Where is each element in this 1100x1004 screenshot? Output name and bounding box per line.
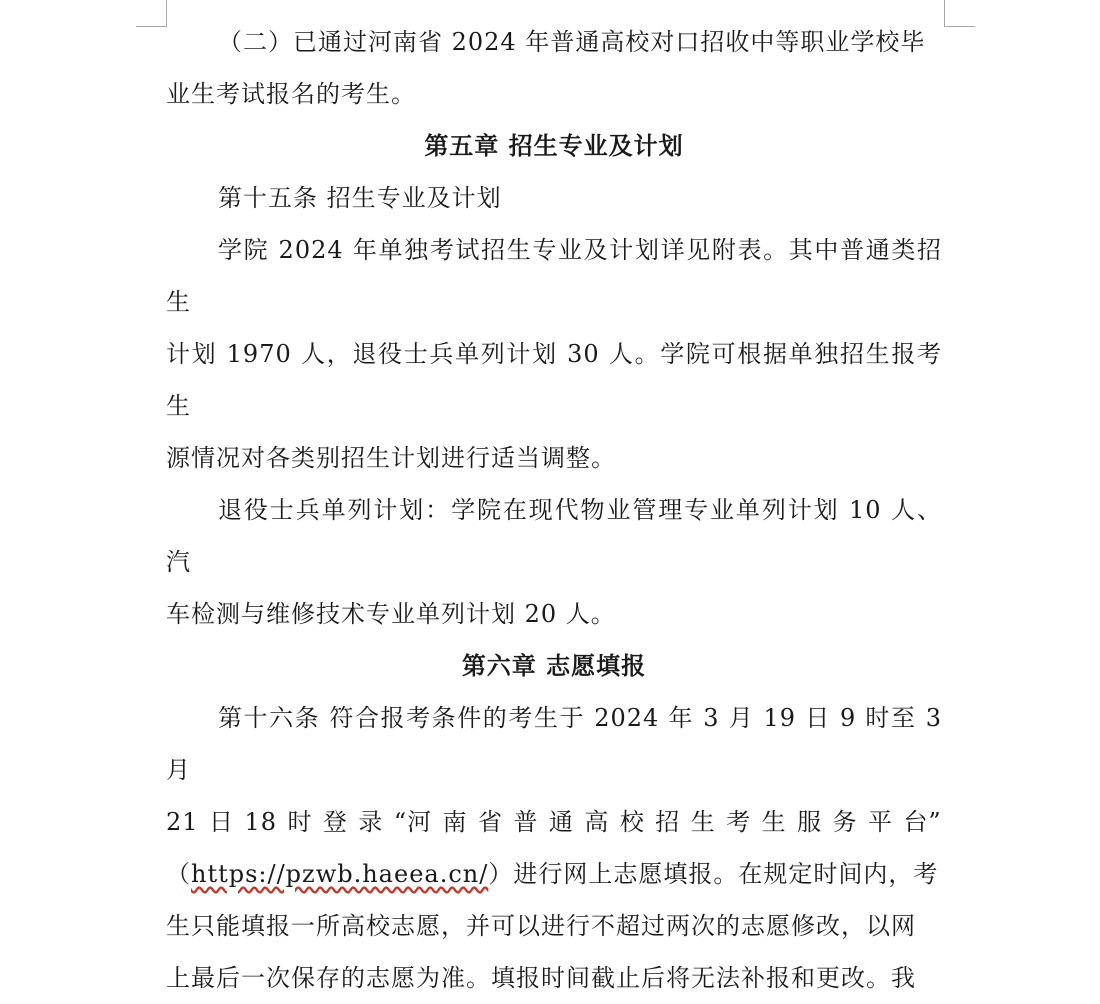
text-fragment: 省	[478, 808, 503, 836]
text-fragment: 台”	[903, 808, 942, 836]
text-line: 生只能填报一所高校志愿，并可以进行不超过两次的志愿修改，以网	[166, 912, 916, 940]
text-line: 业生考试报名的考生。	[166, 80, 416, 108]
text-fragment: 时	[287, 808, 313, 836]
paragraph-enrollment-plan	[166, 224, 942, 484]
article-15-title	[166, 172, 942, 224]
text-fragment: 日	[209, 808, 234, 836]
text-line: 第十六条 符合报考条件的考生于 2024 年 3 月 19 日 9 时至 3 月	[166, 704, 942, 784]
paragraph-veteran-plan	[166, 484, 942, 640]
text-fragment: 务	[832, 808, 858, 836]
text-fragment: 通	[548, 808, 574, 836]
crop-mark-top-left	[136, 0, 167, 27]
text-line: 学院 2024 年单独考试招生专业及计划详见附表。其中普通类招生	[166, 236, 942, 316]
text-fragment: 高	[584, 808, 610, 836]
document-page	[166, 16, 942, 1004]
text-fragment: （	[166, 860, 191, 888]
text-fragment: 平	[867, 808, 893, 836]
text-fragment: 21	[166, 808, 199, 836]
text-fragment: “河	[393, 808, 433, 836]
text-fragment: 普	[513, 808, 539, 836]
text-line	[166, 848, 942, 900]
chapter-5-heading: 第五章 招生专业及计划	[424, 132, 684, 160]
crop-mark-top-right	[944, 0, 975, 27]
text-fragment: 校	[619, 808, 645, 836]
text-fragment: 录	[358, 808, 384, 836]
text-fragment: 招	[655, 808, 681, 836]
text-fragment: ）进行网上志愿填报。在规定时间内，考	[488, 860, 939, 888]
text-fragment: 18	[244, 808, 277, 836]
service-platform-url-link[interactable]: https://pzwb.haeea.cn/	[191, 860, 489, 888]
paragraph-application-filing	[166, 692, 942, 1004]
text-fragment: 南	[442, 808, 468, 836]
text-line: （二）已通过河南省 2024 年普通高校对口招收中等职业学校毕	[218, 28, 926, 56]
text-fragment: 生	[761, 808, 787, 836]
text-line: 上最后一次保存的志愿为准。填报时间截止后将无法补报和更改。我	[166, 964, 916, 992]
text-line: 退役士兵单列计划：学院在现代物业管理专业单列计划 10 人、汽	[166, 496, 942, 576]
text-line: 车检测与维修技术专业单列计划 20 人。	[166, 600, 616, 628]
text-fragment: 考	[726, 808, 752, 836]
text-line-spread	[166, 796, 942, 848]
text-line: 源情况对各类别招生计划进行适当调整。	[166, 444, 616, 472]
text-fragment: 服	[797, 808, 823, 836]
paragraph-eligibility-item-2	[166, 16, 942, 120]
chapter-6-heading: 第六章 志愿填报	[461, 652, 647, 680]
text-fragment: 登	[322, 808, 348, 836]
text-line: 第十五条 招生专业及计划	[218, 184, 502, 212]
text-fragment: 生	[690, 808, 716, 836]
text-line: 计划 1970 人，退役士兵单列计划 30 人。学院可根据单独招生报考生	[166, 340, 942, 420]
